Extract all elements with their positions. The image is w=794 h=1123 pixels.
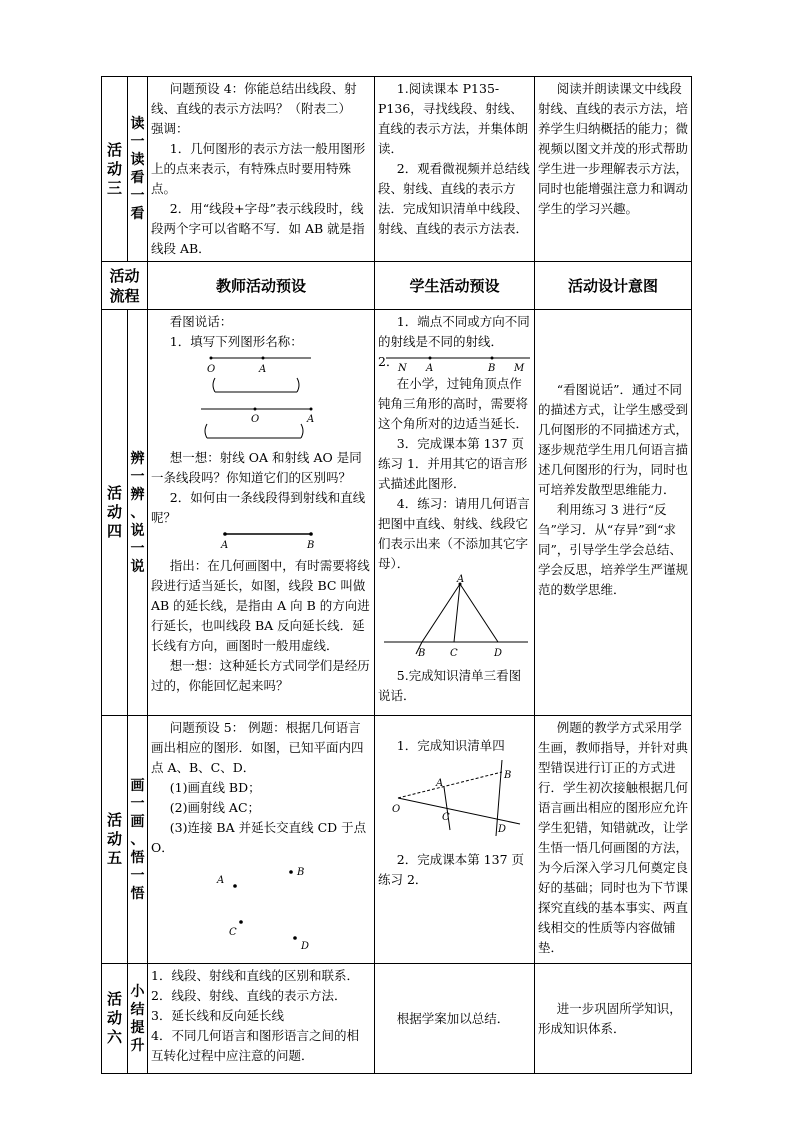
student-item-no: 2．: [378, 354, 399, 369]
label-a: A: [307, 414, 315, 425]
teacher-text: (1)画直线 BD；: [169, 780, 261, 795]
teacher-text: (2)画射线 AC；: [169, 800, 261, 815]
activity-6-sub: [128, 964, 148, 1074]
activity-5-sub: [128, 716, 148, 964]
student-item: 2．观看微视频并总结线段、射线、直线的表示方法．完成知识清单中线段、射线、直线的表示方法表．: [378, 161, 530, 236]
label-a: A: [457, 574, 465, 585]
label-c: C: [442, 812, 450, 823]
line-cd: [398, 798, 520, 824]
row-activity-4: [102, 310, 692, 716]
point-a: [233, 884, 237, 888]
extension-ba: [398, 772, 502, 798]
label-b: B: [488, 363, 496, 374]
student-item: 1.阅读课本 P135-P136，寻找线段、射线、直线的表示方法，并集体朗读．: [378, 81, 529, 156]
header-row: [102, 262, 692, 310]
summary-item: 2．线段、射线、直线的表示方法．: [151, 988, 347, 1003]
intent-text: 进一步巩固所学知识，形成知识体系．: [538, 1000, 682, 1036]
student-text: 在小学，过钝角顶点作钝角三角形的高时，需要将这个角所对的边适当延长．: [378, 376, 529, 431]
label-o: O: [251, 414, 260, 425]
point-a: [223, 532, 227, 536]
activity-6-intent: [535, 964, 692, 1074]
sub-char: 说: [130, 522, 145, 539]
label-char: 活: [106, 811, 122, 829]
label-char: 四: [106, 522, 122, 540]
activity-4-sub: [128, 310, 148, 716]
line-nm-figure: [382, 354, 534, 376]
label-d: D: [494, 648, 503, 659]
segment-ab: [422, 584, 460, 642]
activity-5-label: [102, 716, 128, 964]
label-char: 动: [106, 1009, 122, 1027]
sub-char: 说: [130, 558, 145, 575]
label-o: O: [207, 364, 216, 375]
activity-5-student: [375, 716, 535, 964]
sub-char: 一: [130, 188, 145, 204]
student-text: 2．完成课本第 137 页练习 2．: [378, 852, 525, 887]
teacher-text: 看图说话：: [169, 314, 233, 329]
activity-6-teacher: [148, 964, 375, 1074]
sub-char: 一: [130, 867, 145, 884]
point-a: [429, 357, 432, 360]
label-a: A: [426, 363, 434, 374]
label-c: C: [450, 648, 458, 659]
point-d: [293, 936, 297, 940]
activity-5-intent: [535, 716, 692, 964]
label-a: A: [436, 778, 444, 789]
teacher-text: 想一想：射线 OA 和射线 AO 是同一条线段吗？你知道它们的区别吗？: [151, 450, 362, 485]
sub-char: 辨: [130, 450, 145, 467]
label-char: 五: [106, 849, 122, 867]
label-a: A: [259, 364, 267, 375]
label-b: B: [297, 867, 305, 878]
summary-item: 1．线段、射线和直线的区别和联系．: [151, 968, 359, 983]
teacher-text: 问题预设 5： 例题：根据几何语言画出相应的图形．如图，已知平面内四点 A、B、C、D．: [151, 720, 364, 775]
label-char: 动: [106, 159, 122, 178]
activity-4-teacher: [148, 310, 375, 716]
activity-3-teacher: [148, 77, 375, 262]
sub-char: 升: [130, 1037, 145, 1054]
label-char: 活: [106, 140, 122, 159]
header-flow-line: 流程: [109, 286, 140, 305]
sub-char: 辨: [130, 486, 145, 503]
teacher-text: (3)连接 BA 并延长交直线 CD 于点 O．: [151, 820, 367, 855]
sub-char: 一: [130, 468, 145, 485]
activity-3-student: [375, 77, 535, 262]
label-m: M: [514, 363, 525, 374]
label-char: 活: [106, 484, 122, 502]
sub-char: 一: [130, 795, 145, 812]
teacher-point: 1．几何图形的表示方法一般用图形上的点来表示，有特殊点时要用特殊点。: [151, 141, 366, 196]
header-flow-line: 活动: [109, 266, 140, 285]
teacher-question: 问题预设 4：你能总结出线段、射线、直线的表示方法吗？（附表二）: [151, 81, 357, 116]
teacher-text: 2．如何由一条线段得到射线和直线呢？: [151, 490, 366, 525]
point-a: [310, 408, 313, 411]
label-char: 六: [106, 1028, 122, 1046]
sub-char: 读: [130, 116, 145, 132]
blank-bracket-1: [213, 378, 299, 392]
sub-char: 小: [130, 983, 145, 1000]
teacher-point: 2．用“线段+字母”表示线段时，线段两个字可以省略不写．如 AB 就是指线段 AB．: [151, 201, 365, 256]
lesson-plan-table: [101, 76, 692, 1074]
activity-4-student: [375, 310, 535, 716]
row-activity-3: [102, 77, 692, 262]
activity-3-intent: [535, 77, 692, 262]
label-char: 三: [106, 178, 122, 197]
segment-ac: [454, 584, 460, 642]
teacher-text: 指出：在几何画图中，有时需要将线段进行适当延长，如图，线段 BC 叫做 AB 的延长线，是指由 A 向 B 的方向进行延长，也叫线段 BA 反向延长线．延长线有方向，画图时一般用虚线．: [151, 558, 370, 653]
sub-char: 画: [130, 813, 145, 830]
intent-text: 阅读并朗读课文中线段射线、直线的表示方法，培养学生归纳概括的能力；微视频以图文并茂的形式帮助学生进一步理解表示方法，同时也能增强注意力和调动学生的学习兴趣。: [538, 81, 689, 216]
teacher-text: 想一想：这种延长方式同学们是经历过的，你能回忆起来吗？: [151, 658, 370, 693]
label-n: N: [398, 363, 407, 374]
label-o: O: [392, 804, 401, 815]
row-activity-6: [102, 964, 692, 1074]
point-b: [491, 357, 494, 360]
student-text: 5.完成知识清单三看图说话．: [378, 668, 522, 703]
row-activity-5: [102, 716, 692, 964]
activity-3-sub: [128, 77, 148, 262]
sub-char: 看: [130, 206, 145, 222]
activity-4-intent: [535, 310, 692, 716]
summary-item: 4．不同几何语言和图形语言之间的相互转化过程中应注意的问题．: [151, 1028, 359, 1063]
point-o: [254, 408, 257, 411]
four-points-figure: [151, 858, 371, 950]
sub-char: 读: [130, 152, 145, 168]
teacher-text: 1．填写下列图形名称：: [169, 334, 303, 349]
student-text: 1．完成知识清单四: [396, 738, 505, 753]
intent-text: 利用练习 3 进行“反刍”学习．从“存异”到“求同”，引导学生学会总结、学会反思，培养学生严谨规范的数学思维．: [538, 502, 689, 597]
sub-char: 悟: [130, 849, 145, 866]
sub-char: 看: [130, 170, 145, 186]
point-o: [210, 357, 213, 360]
label-char: 活: [106, 990, 122, 1008]
drawing-answer-figure: [378, 756, 530, 844]
header-flow: [102, 262, 148, 310]
ray-figures: [151, 352, 371, 442]
sub-char: 悟: [130, 885, 145, 902]
label-b: B: [504, 770, 512, 781]
sub-char: 、: [130, 504, 145, 521]
student-text: 1．端点不同或方向不同的射线是不同的射线．: [378, 314, 530, 349]
student-text: 3．完成课本第 137 页练习 1．并用其它的语言形式描述此图形．: [378, 436, 528, 491]
activity-4-label: [102, 310, 128, 716]
segment-figure: [151, 528, 371, 550]
student-fig-row: [378, 352, 531, 374]
intent-text: “看图说话”．通过不同的描述方式，让学生感受到几何图形的不同描述方式，逐步规范学生用几何语言描述几何图形的行为，同时也可培养发散型思维能力．: [538, 382, 689, 497]
label-d: D: [301, 941, 310, 950]
header-student: 学生活动预设: [375, 262, 535, 310]
student-text: 4．练习：请用几何语言把图中直线、射线、线段它们表示出来（不添加其它字母）．: [378, 496, 530, 571]
blank-bracket-2: [205, 424, 303, 438]
activity-6-student: [375, 964, 535, 1074]
label-d: D: [498, 824, 507, 835]
triangle-figure: [378, 574, 530, 660]
sub-char: 结: [130, 1001, 145, 1018]
header-teacher: 教师活动预设: [148, 262, 375, 310]
activity-6-label: [102, 964, 128, 1074]
sub-char: 一: [130, 134, 145, 150]
point-b: [309, 532, 313, 536]
header-intent: 活动设计意图: [535, 262, 692, 310]
label-b: B: [418, 648, 426, 659]
activity-3-label: [102, 77, 128, 262]
label-b: B: [307, 540, 315, 550]
sub-char: 提: [130, 1019, 145, 1036]
sub-char: 一: [130, 540, 145, 557]
sub-char: 画: [130, 777, 145, 794]
segment-ad: [460, 584, 498, 642]
point-a: [262, 357, 265, 360]
intent-text: 例题的教学方式采用学生画，教师指导，并针对典型错误进行订正的方式进行．学生初次接触根据几何语言画出相应的图形应允许学生犯错，知错就改，让学生悟一悟几何画图的方法，为今后深入学习几何奠定良好的基础；同时也为下节课探究直线的基本事实、两直线相交的性质等内容做铺垫．: [538, 720, 689, 955]
label-a: A: [221, 540, 229, 550]
point-b: [289, 870, 293, 874]
teacher-emphasis: 强调：: [151, 121, 189, 136]
activity-5-teacher: [148, 716, 375, 964]
label-char: 动: [106, 503, 122, 521]
summary-item: 3．延长线和反向延长线: [151, 1008, 284, 1023]
student-text: 根据学案加以总结．: [396, 1010, 510, 1026]
point-c: [239, 920, 243, 924]
label-a: A: [217, 875, 225, 886]
sub-char: 、: [130, 831, 145, 848]
label-c: C: [229, 927, 237, 938]
label-char: 动: [106, 830, 122, 848]
